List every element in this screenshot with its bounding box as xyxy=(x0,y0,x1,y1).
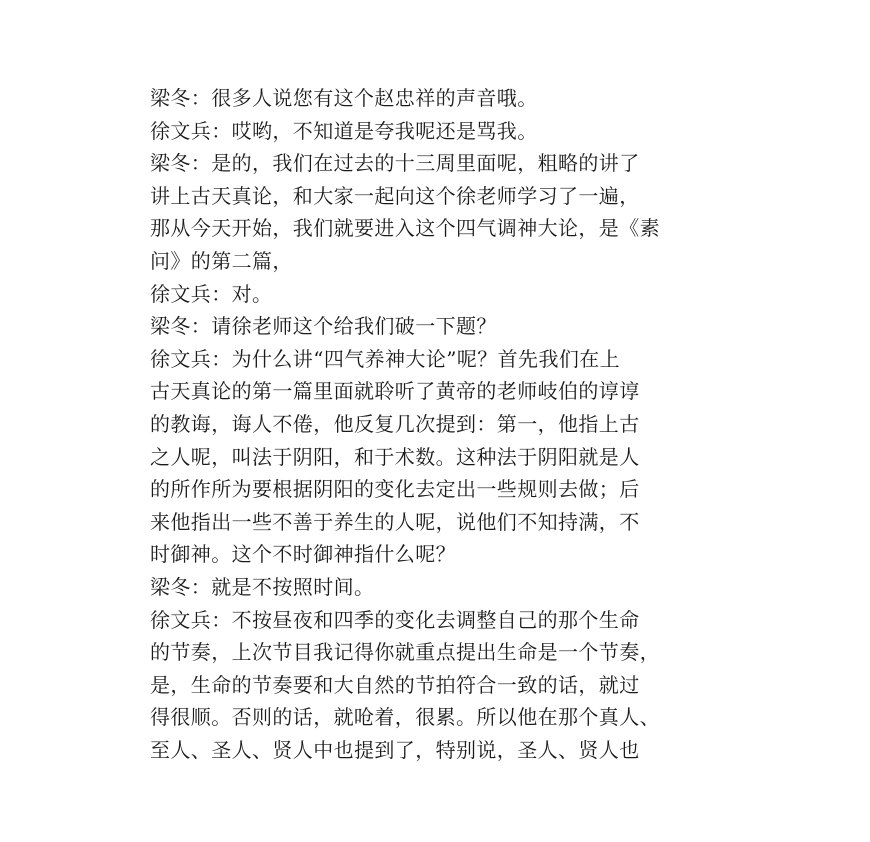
text-line: 至人、圣人、贤人中也提到了，特别说，圣人、贤人也 xyxy=(150,737,640,762)
text-line: 时御神。这个不时御神指什么呢？ xyxy=(150,542,456,567)
text-line: 的节奏，上次节目我记得你就重点提出生命是一个节奏， xyxy=(150,640,660,665)
text-line: 之人呢，叫法于阴阳，和于术数。这种法于阴阳就是人 xyxy=(150,444,640,469)
text-line: 的所作所为要根据阴阳的变化去定出一些规则去做；后 xyxy=(150,477,640,502)
text-line: 的教诲，诲人不倦，他反复几次提到：第一，他指上古 xyxy=(150,411,640,436)
text-line: 得很顺。否则的话，就呛着，很累。所以他在那个真人、 xyxy=(150,705,660,730)
text-line: 梁冬：就是不按照时间。 xyxy=(150,574,375,599)
text-line: 梁冬：是的，我们在过去的十三周里面呢，粗略的讲了 xyxy=(150,151,640,176)
text-line: 徐文兵：不按昼夜和四季的变化去调整自己的那个生命 xyxy=(150,607,640,632)
text-line: 徐文兵：哎哟，不知道是夸我呢还是骂我。 xyxy=(150,118,538,143)
text-line: 那从今天开始，我们就要进入这个四气调神大论，是《素 xyxy=(150,216,660,241)
text-line: 梁冬：很多人说您有这个赵忠祥的声音哦。 xyxy=(150,86,538,110)
document-page xyxy=(150,82,730,766)
text-line: 梁冬：请徐老师这个给我们破一下题？ xyxy=(150,314,497,339)
text-line: 是，生命的节奏要和大自然的节拍符合一致的话，就过 xyxy=(150,672,640,697)
text-line: 徐文兵：对。 xyxy=(150,281,273,306)
text-line: 徐文兵：为什么讲“四气养神大论”呢？首先我们在上 xyxy=(150,346,621,371)
text-line: 问》的第二篇， xyxy=(150,248,293,273)
text-line: 来他指出一些不善于养生的人呢，说他们不知持满，不 xyxy=(150,509,640,534)
text-line: 古天真论的第一篇里面就聆听了黄帝的老师岐伯的谆谆 xyxy=(150,379,640,404)
text-line: 讲上古天真论，和大家一起向这个徐老师学习了一遍， xyxy=(150,183,640,208)
